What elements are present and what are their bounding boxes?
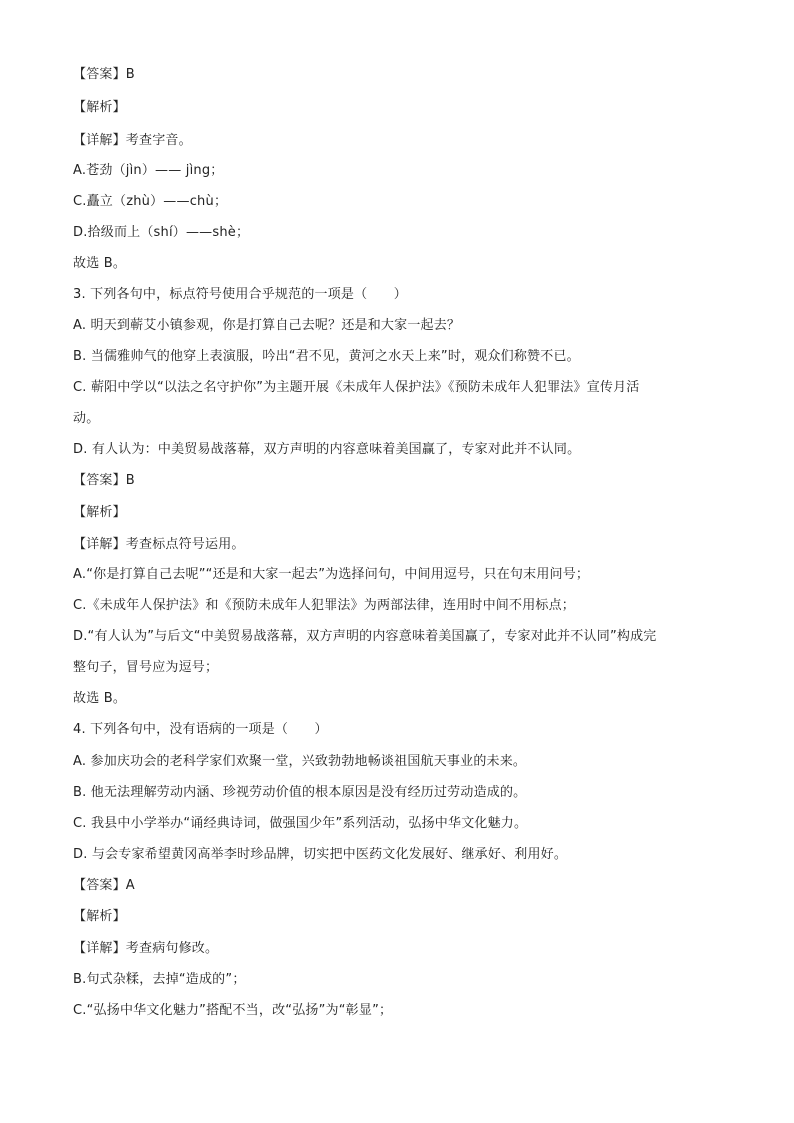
explanation-line-continued: 整句子，冒号应为逗号； xyxy=(73,660,219,675)
analysis-label: 【解析】 xyxy=(73,100,126,115)
conclusion-line: 故选 B。 xyxy=(73,691,127,706)
explanation-line: B.句式杂糅，去掉“造成的”； xyxy=(73,972,246,987)
explanation-line: C.“弘扬中华文化魅力”搭配不当，改“弘扬”为“彰显”； xyxy=(73,1003,393,1018)
detail-label: 【详解】考查字音。 xyxy=(73,133,192,148)
explanation-line: C.矗立（zhù）——chù； xyxy=(73,194,228,209)
explanation-line: D.“有人认为”与后文“中美贸易战落幕，双方声明的内容意味着美国赢了，专家对此并不认同”构成完 xyxy=(73,629,657,644)
conclusion-line: 故选 B。 xyxy=(73,256,127,271)
explanation-line: A.“你是打算自己去呢”“还是和大家一起去”为选择问句，中间用逗号，只在句末用问号； xyxy=(73,567,590,582)
option-line: C. 蕲阳中学以“以法之名守护你”为主题开展《未成年人保护法》《预防未成年人犯罪法》宣传月活 xyxy=(73,380,640,395)
option-line: D. 有人认为：中美贸易战落幕，双方声明的内容意味着美国赢了，专家对此并不认同。 xyxy=(73,442,581,457)
question-stem: 3. 下列各句中，标点符号使用合乎规范的一项是（ ） xyxy=(73,287,407,302)
detail-label: 【详解】考查标点符号运用。 xyxy=(73,537,245,552)
detail-label: 【详解】考查病句修改。 xyxy=(73,941,219,956)
option-line: B. 当儒雅帅气的他穿上表演服，吟出“君不见，黄河之水天上来”时，观众们称赞不已。 xyxy=(73,349,580,364)
answer-label: 【答案】B xyxy=(73,67,135,82)
option-line: B. 他无法理解劳动内涵、珍视劳动价值的根本原因是没有经历过劳动造成的。 xyxy=(73,785,527,800)
option-line: D. 与会专家希望黄冈高举李时珍品牌，切实把中医药文化发展好、继承好、利用好。 xyxy=(73,847,568,862)
answer-label: 【答案】B xyxy=(73,473,135,488)
explanation-line: A.苍劲（jìn）—— jìng； xyxy=(73,163,224,178)
analysis-label: 【解析】 xyxy=(73,505,126,520)
explanation-line: C.《未成年人保护法》和《预防未成年人犯罪法》为两部法律，连用时中间不用标点； xyxy=(73,598,576,613)
explanation-line: D.拾级而上（shí）——shè； xyxy=(73,225,250,240)
analysis-label: 【解析】 xyxy=(73,909,126,924)
option-line: A. 参加庆功会的老科学家们欢聚一堂，兴致勃勃地畅谈祖国航天事业的未来。 xyxy=(73,754,527,769)
answer-label: 【答案】A xyxy=(73,878,135,893)
option-line: C. 我县中小学举办“诵经典诗词，做强国少年”系列活动，弘扬中华文化魅力。 xyxy=(73,816,528,831)
option-line: A. 明天到蕲艾小镇参观，你是打算自己去呢？还是和大家一起去？ xyxy=(73,318,461,333)
question-stem: 4. 下列各句中，没有语病的一项是（ ） xyxy=(73,722,328,737)
option-line-continued: 动。 xyxy=(73,411,100,426)
